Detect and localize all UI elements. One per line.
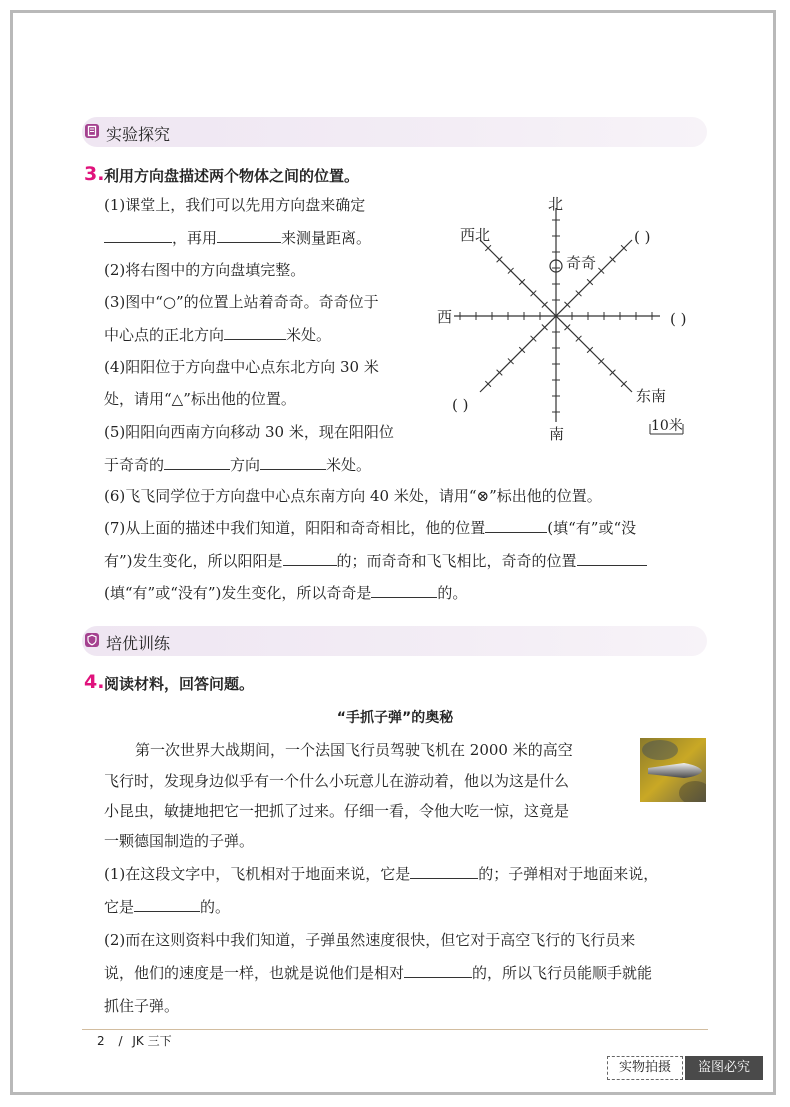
shield-icon xyxy=(85,633,99,647)
q3-line-3: (2)将右图中的方向盘填完整。 xyxy=(104,261,306,279)
answer-blank[interactable] xyxy=(410,864,478,879)
section-title: 实验探究 xyxy=(106,125,171,144)
experiment-icon xyxy=(85,124,99,138)
q3-line-11: (7)从上面的描述中我们知道，阳阳和奇奇相比，他的位置 (填“有”或“没 xyxy=(104,519,637,537)
passage-line-4: 一颗德国制造的子弹。 xyxy=(104,832,255,850)
compass-blank-east[interactable]: ( ) xyxy=(670,310,687,328)
q3-line-4: (3)图中“○”的位置上站着奇奇。奇奇位于 xyxy=(104,293,379,311)
compass-scale-label: 10米 xyxy=(651,418,683,434)
compass-label-southeast: 东南 xyxy=(636,387,667,405)
compass-label-qiqi: 奇奇 xyxy=(566,254,597,272)
section-title: 培优训练 xyxy=(106,634,171,653)
answer-blank[interactable] xyxy=(404,963,472,978)
q3-line-13: (填“有”或“没有”)发生变化，所以奇奇是 的。 xyxy=(104,584,468,602)
answer-blank[interactable] xyxy=(485,518,547,533)
q3-line-10: (6)飞飞同学位于方向盘中心点东南方向 40 米处，请用“⊗”标出他的位置。 xyxy=(104,487,602,505)
question-stem: 阅读材料，回答问题。 xyxy=(104,675,255,693)
article-title: “手抓子弹”的奥秘 xyxy=(336,710,454,726)
answer-blank[interactable] xyxy=(577,551,647,566)
answer-blank[interactable] xyxy=(260,455,326,470)
passage-line-2: 飞行时，发现身边似乎有一个什么小玩意儿在游动着，他以为这是什么 xyxy=(104,772,570,790)
section-header-training xyxy=(82,626,707,656)
q3-line-8: (5)阳阳向西南方向移动 30 米，现在阳阳位 xyxy=(104,423,394,441)
q3-line-9: 于奇奇的 方向 米处。 xyxy=(104,456,372,474)
answer-blank[interactable] xyxy=(371,583,437,598)
compass-label-north: 北 xyxy=(548,195,564,213)
answer-blank[interactable] xyxy=(283,551,337,566)
compass-label-south: 南 xyxy=(549,425,565,443)
watermark-left: 实物拍摄 xyxy=(607,1056,683,1080)
watermark-right: 盗图必究 xyxy=(685,1056,763,1080)
q4-sub2-line-2: 说，他们的速度是一样，也就是说他们是相对 的，所以飞行员能顺手就能 xyxy=(104,964,653,982)
question-number: 4. xyxy=(84,671,105,693)
q4-sub1-line-1: (1)在这段文字中，飞机相对于地面来说，它是 的；子弹相对于地面来说， xyxy=(104,865,659,883)
q3-line-1: (1)课堂上，我们可以先用方向盘来确定 xyxy=(104,196,366,214)
watermark-stamp xyxy=(607,1056,763,1080)
section-header-experiment xyxy=(82,117,707,147)
passage-line-1: 第一次世界大战期间，一个法国飞行员驾驶飞机在 2000 米的高空 xyxy=(135,741,573,759)
answer-blank[interactable] xyxy=(134,897,200,912)
compass-label-west: 西 xyxy=(437,308,453,326)
compass-blank-southwest[interactable]: ( ) xyxy=(452,396,469,414)
q3-line-7: 处，请用“△”标出他的位置。 xyxy=(104,390,296,408)
passage-line-3: 小昆虫，敏捷地把它一把抓了过来。仔细一看，令他大吃一惊，这竟是 xyxy=(104,802,570,820)
bullet-photo xyxy=(640,738,706,802)
compass-label-northwest: 西北 xyxy=(460,226,491,244)
answer-blank[interactable] xyxy=(224,325,286,340)
page-footer: 2 / JK 三下 xyxy=(97,1034,172,1048)
q4-sub1-line-2: 它是 的。 xyxy=(104,898,231,916)
q3-line-2: ，再用 来测量距离。 xyxy=(104,228,371,248)
q4-sub2-line-1: (2)而在这则资料中我们知道，子弹虽然速度很快，但它对于高空飞行的飞行员来 xyxy=(104,931,636,949)
q3-line-6: (4)阳阳位于方向盘中心点东北方向 30 米 xyxy=(104,358,379,376)
q3-line-12: 有”)发生变化，所以阳阳是 的；而奇奇和飞飞相比，奇奇的位置 xyxy=(104,551,647,571)
q4-sub2-line-3: 抓住子弹。 xyxy=(104,997,180,1015)
question-stem: 利用方向盘描述两个物体之间的位置。 xyxy=(104,167,360,185)
footer-divider xyxy=(82,1029,708,1030)
q3-line-5: 中心点的正北方向 米处。 xyxy=(104,326,332,344)
answer-blank[interactable] xyxy=(104,228,172,243)
compass-blank-northeast[interactable]: ( ) xyxy=(634,228,651,246)
book-code: JK 三下 xyxy=(132,1034,172,1048)
answer-blank[interactable] xyxy=(164,455,230,470)
answer-blank[interactable] xyxy=(217,228,281,243)
question-number: 3. xyxy=(84,163,105,185)
page-number: 2 xyxy=(97,1034,105,1048)
